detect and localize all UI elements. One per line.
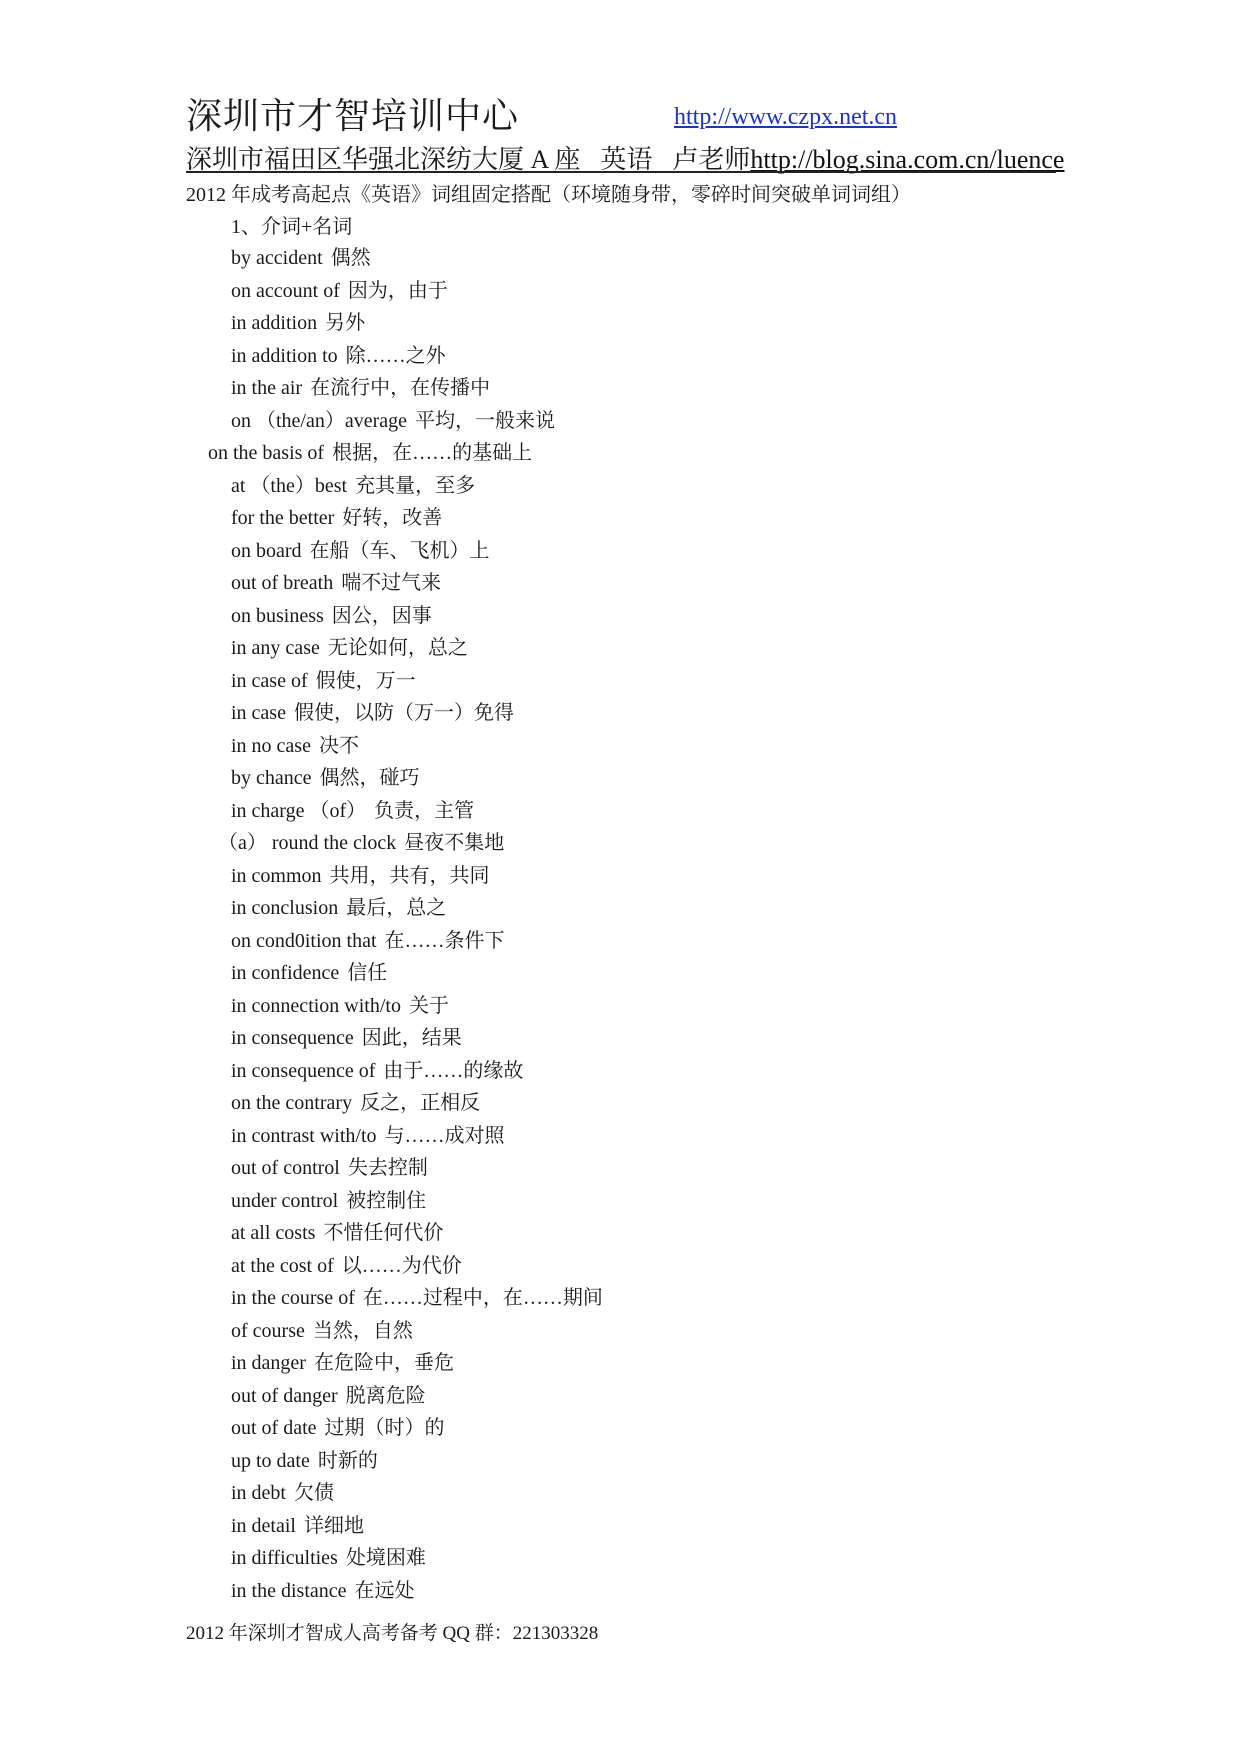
footer-text: 2012 年深圳才智成人高考备考 QQ 群：221303328	[186, 1623, 599, 1644]
phrase-entry	[0, 1315, 1241, 1348]
phrase-chinese: 好转，改善	[342, 507, 443, 529]
phrase-entry	[0, 892, 1241, 925]
phrase-chinese: 在……条件下	[384, 929, 505, 952]
phrase-entry	[0, 470, 1241, 503]
phrase-entry	[0, 1542, 1241, 1575]
phrase-english: in no case	[231, 734, 311, 757]
phrase-chinese: 在船（车、飞机）上	[309, 539, 490, 562]
phrase-english: in addition	[231, 312, 318, 334]
phrase-english: out of danger	[231, 1384, 338, 1407]
phrase-entry	[0, 1282, 1241, 1315]
header-subject: 英语	[600, 145, 653, 174]
phrase-entry	[0, 437, 1241, 470]
phrase-english: on business	[231, 604, 324, 627]
phrase-entry	[0, 600, 1241, 633]
phrase-chinese: 关于	[408, 994, 449, 1017]
phrase-english: in case of	[231, 669, 308, 692]
phrase-entry	[0, 1250, 1241, 1283]
intro-text: 2012 年成考高起点《英语》词组固定搭配（环境随身带，零碎时间突破单词词组）	[186, 184, 911, 206]
phrase-chinese: 假使，万一	[315, 669, 416, 692]
phrase-entry	[0, 1120, 1241, 1153]
phrase-english: in confidence	[231, 962, 340, 984]
header-title: 深圳市才智培训中心	[186, 96, 520, 136]
phrase-chinese: 因为，由于	[347, 279, 448, 302]
phrase-english: in connection with/to	[231, 994, 401, 1017]
phrase-english: in consequence of	[231, 1059, 376, 1082]
phrase-chinese: 最后，总之	[346, 897, 447, 919]
phrase-entry	[0, 730, 1241, 763]
phrase-english: in consequence	[231, 1027, 354, 1049]
phrase-chinese: 被控制住	[346, 1189, 427, 1212]
phrase-chinese: 在危险中，垂危	[313, 1352, 454, 1374]
phrase-entry	[0, 1445, 1241, 1478]
phrase-english: in case	[231, 702, 286, 724]
phrase-entry	[0, 1152, 1241, 1185]
phrase-english: at the cost of	[231, 1254, 334, 1277]
section-title: 1、介词+名词	[231, 216, 353, 238]
phrase-entry	[0, 1412, 1241, 1445]
phrase-entry	[0, 567, 1241, 600]
phrase-chinese: 详细地	[303, 1514, 364, 1537]
phrase-chinese: 欠债	[294, 1482, 334, 1504]
header-website-link[interactable]: http://www.czpx.net.cn	[674, 104, 898, 130]
phrase-entry	[0, 405, 1241, 438]
phrase-chinese: 充其量，至多	[355, 474, 476, 497]
phrase-entry	[0, 1087, 1241, 1120]
phrase-english: at （the）best	[231, 474, 348, 497]
phrase-english: at all costs	[231, 1222, 316, 1244]
phrase-english: by accident	[231, 247, 323, 269]
phrase-english: in common	[231, 864, 322, 887]
phrase-english: by chance	[231, 767, 312, 789]
phrase-chinese: 在流行中，在传播中	[310, 377, 491, 399]
phrase-english: of course	[231, 1319, 305, 1342]
phrase-english: in the air	[231, 377, 303, 399]
phrase-chinese: 与……成对照	[384, 1124, 505, 1147]
phrase-entry	[0, 1347, 1241, 1380]
phrase-english: on cond0ition that	[231, 929, 377, 952]
phrase-english: in debt	[231, 1482, 286, 1504]
phrase-english: in the distance	[231, 1579, 347, 1602]
phrase-entry	[0, 665, 1241, 698]
phrase-chinese: 因公，因事	[331, 604, 432, 627]
phrase-entry	[0, 340, 1241, 373]
phrase-entry	[0, 925, 1241, 958]
phrase-chinese: 由于……的缘故	[383, 1059, 524, 1082]
phrase-entry	[0, 795, 1241, 828]
phrase-chinese: 以……为代价	[341, 1254, 462, 1277]
phrase-english: on the basis of	[208, 442, 325, 464]
phrase-chinese: 除……之外	[345, 344, 446, 367]
header-address: 深圳市福田区华强北深纺大厦 A 座	[186, 145, 581, 174]
phrase-chinese: 另外	[325, 312, 366, 334]
phrase-entry	[0, 502, 1241, 535]
header-divider	[186, 171, 1056, 173]
phrase-english: on board	[231, 539, 302, 562]
phrase-english: （a） round the clock	[218, 832, 397, 854]
phrase-english: under control	[231, 1189, 339, 1212]
phrase-chinese: 昼夜不集地	[404, 832, 505, 854]
phrase-entry	[0, 990, 1241, 1023]
phrase-entry	[0, 1477, 1241, 1510]
phrase-entry	[0, 827, 1241, 860]
phrase-entry	[0, 632, 1241, 665]
phrase-entry	[0, 957, 1241, 990]
phrase-english: in detail	[231, 1514, 296, 1537]
phrase-english: out of breath	[231, 572, 334, 594]
phrase-english: for the better	[231, 507, 335, 529]
phrase-entry	[0, 1022, 1241, 1055]
phrase-entry	[0, 372, 1241, 405]
phrase-chinese: 不惜任何代价	[323, 1222, 444, 1244]
phrase-chinese: 假使，以防（万一）免得	[293, 702, 514, 724]
phrase-chinese: 在远处	[354, 1579, 415, 1602]
phrase-english: in charge （of）	[231, 799, 367, 822]
phrase-english: in contrast with/to	[231, 1124, 377, 1147]
phrase-chinese: 共用，共有，共同	[329, 864, 490, 887]
phrase-entry	[0, 1575, 1241, 1608]
phrase-chinese: 偶然	[330, 247, 371, 269]
phrase-entry	[0, 242, 1241, 275]
phrase-entry	[0, 762, 1241, 795]
phrase-chinese: 信任	[347, 962, 388, 984]
phrase-english: out of control	[231, 1157, 340, 1179]
phrase-entry	[0, 1510, 1241, 1543]
phrase-english: in any case	[231, 637, 320, 659]
phrase-english: on account of	[231, 279, 340, 302]
phrase-chinese: 负责，主管	[374, 799, 475, 822]
phrase-english: in addition to	[231, 344, 338, 367]
phrase-chinese: 偶然，碰巧	[319, 767, 420, 789]
phrase-entry	[0, 307, 1241, 340]
phrase-chinese: 无论如何，总之	[327, 637, 468, 659]
phrase-english: in danger	[231, 1352, 306, 1374]
phrase-entry	[0, 535, 1241, 568]
phrase-entry	[0, 1185, 1241, 1218]
phrase-chinese: 反之，正相反	[360, 1092, 481, 1114]
phrase-entry	[0, 860, 1241, 893]
header-blog-link[interactable]: http://blog.sina.com.cn/luence	[750, 145, 1065, 174]
phrase-chinese: 决不	[318, 734, 359, 757]
phrase-chinese: 因此，结果	[361, 1027, 462, 1049]
phrase-list	[0, 242, 1241, 1607]
phrase-entry	[0, 1055, 1241, 1088]
phrase-chinese: 当然，自然	[312, 1319, 413, 1342]
phrase-chinese: 喘不过气来	[341, 572, 442, 594]
phrase-english: in conclusion	[231, 897, 339, 919]
phrase-english: up to date	[231, 1449, 310, 1472]
phrase-chinese: 处境困难	[345, 1547, 426, 1569]
phrase-chinese: 在……过程中，在……期间	[362, 1287, 603, 1309]
phrase-entry	[0, 1217, 1241, 1250]
phrase-chinese: 时新的	[317, 1449, 378, 1472]
header-teacher: 卢老师	[672, 145, 751, 174]
phrase-entry	[0, 697, 1241, 730]
phrase-english: in difficulties	[231, 1547, 338, 1569]
phrase-english: on （the/an）average	[231, 409, 408, 432]
phrase-entry	[0, 275, 1241, 308]
phrase-english: in the course of	[231, 1287, 355, 1309]
phrase-chinese: 失去控制	[347, 1157, 428, 1179]
phrase-english: out of date	[231, 1417, 317, 1439]
phrase-entry	[0, 1380, 1241, 1413]
phrase-chinese: 根据，在……的基础上	[332, 442, 533, 464]
phrase-chinese: 过期（时）的	[324, 1417, 445, 1439]
phrase-chinese: 脱离危险	[345, 1384, 426, 1407]
phrase-chinese: 平均，一般来说	[415, 409, 556, 432]
phrase-english: on the contrary	[231, 1092, 353, 1114]
